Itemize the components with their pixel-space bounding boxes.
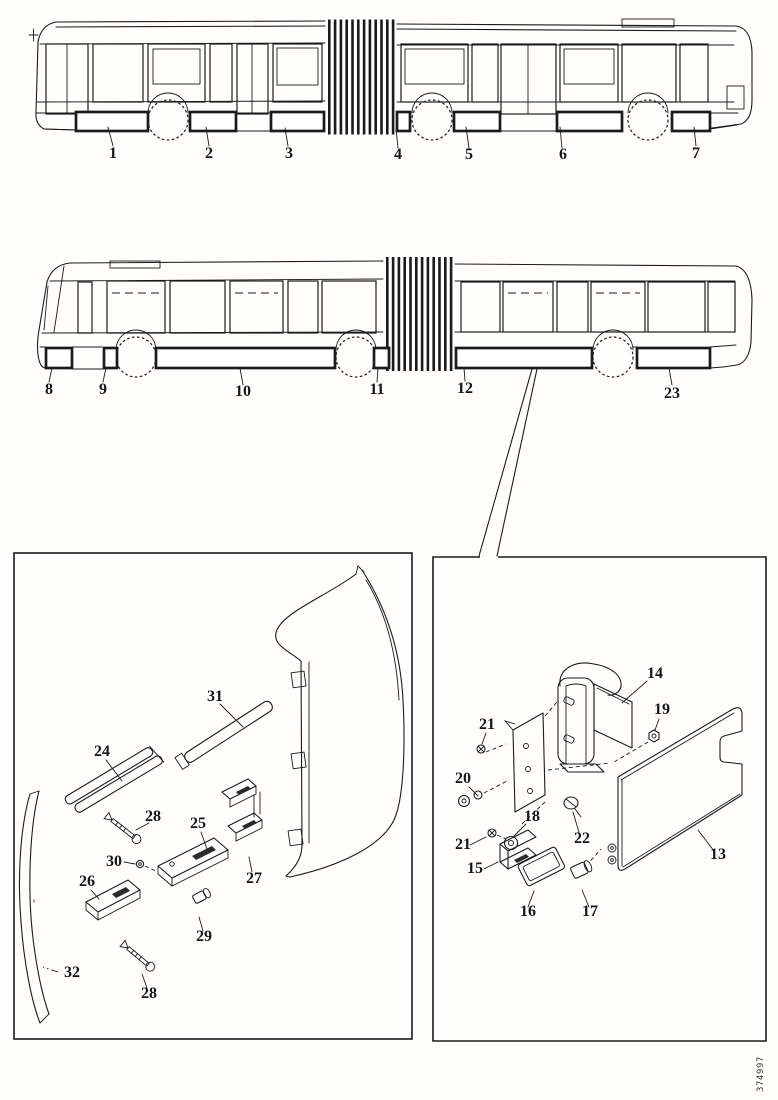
callout-25: 25 xyxy=(190,815,206,832)
skirt-panels xyxy=(46,348,710,368)
slot-hole xyxy=(563,696,575,706)
callout-21-lower: 21 xyxy=(455,836,471,853)
skirt-panel-12 xyxy=(456,348,592,368)
drawing-number: 374997 xyxy=(756,1055,766,1092)
bus-window xyxy=(648,282,705,332)
bus-window xyxy=(322,281,376,333)
bus-window xyxy=(288,281,318,333)
callout-numbers xyxy=(45,380,680,402)
slider-pane xyxy=(405,49,464,84)
callout-3: 3 xyxy=(285,145,293,162)
middle-bus-view xyxy=(38,261,753,402)
callout-6: 6 xyxy=(559,146,567,163)
corner-panel xyxy=(276,566,404,877)
callout-5: 5 xyxy=(465,146,473,163)
slider-pane xyxy=(564,49,614,84)
detail-leader-lines xyxy=(479,369,537,556)
callout-28-lower: 28 xyxy=(141,985,157,1002)
bus-window xyxy=(560,44,618,102)
skirt-panel-5 xyxy=(454,112,500,131)
wheel xyxy=(412,100,452,140)
callout-numbers xyxy=(109,145,700,163)
wheel xyxy=(628,100,668,140)
screw-21-lower xyxy=(488,829,506,839)
panel-tab xyxy=(291,752,306,769)
panel-tab xyxy=(288,829,303,846)
moulding-strip-24 xyxy=(64,744,164,816)
wheel xyxy=(148,100,188,140)
skirt-panel-1 xyxy=(76,112,148,131)
callout-27: 27 xyxy=(246,870,262,887)
bracket-27 xyxy=(222,779,262,841)
callout-19: 19 xyxy=(654,701,670,718)
callout-numbers xyxy=(64,688,262,1002)
screw-21-upper xyxy=(477,744,506,753)
callout-4: 4 xyxy=(394,146,402,163)
bus-window xyxy=(148,44,205,102)
bus-window xyxy=(503,282,553,332)
callout-23: 23 xyxy=(664,385,680,402)
plate-16 xyxy=(517,846,565,886)
bus-window xyxy=(230,281,283,333)
skirt-panel-11 xyxy=(374,348,389,368)
screw-28-upper xyxy=(104,812,143,845)
wheel xyxy=(593,337,633,377)
mounting-plate xyxy=(505,702,557,812)
callout-26: 26 xyxy=(79,873,95,890)
bus-window xyxy=(210,44,232,102)
top-bus-view xyxy=(29,19,752,163)
callout-21-upper: 21 xyxy=(479,716,495,733)
callout-numbers xyxy=(455,665,726,920)
callout-7: 7 xyxy=(692,145,700,162)
panel-clip xyxy=(608,856,616,864)
skirt-panel-9 xyxy=(104,348,117,368)
bracket-25 xyxy=(158,838,228,886)
bus-window xyxy=(461,282,500,332)
moulding-strip-31 xyxy=(175,699,274,769)
callout-28-upper: 28 xyxy=(145,808,161,825)
callout-8: 8 xyxy=(45,381,53,398)
callout-13: 13 xyxy=(710,846,726,863)
slider-pane xyxy=(277,48,318,85)
callout-20: 20 xyxy=(455,770,471,787)
callout-30: 30 xyxy=(106,853,122,870)
skirt-panel-23 xyxy=(637,348,710,368)
right-detail-box xyxy=(433,557,766,1041)
bus-window xyxy=(708,282,735,332)
skirt-panel-7 xyxy=(672,112,710,131)
skirt-panel-4 xyxy=(397,112,410,131)
skirt-panel-6 xyxy=(557,112,622,131)
callout-15: 15 xyxy=(467,860,483,877)
slider-pane xyxy=(153,49,200,84)
engine-vent xyxy=(727,86,744,109)
bus-window xyxy=(93,44,143,102)
callout-31: 31 xyxy=(207,688,223,705)
bus-window xyxy=(472,44,498,102)
panel-tab xyxy=(291,671,306,688)
panel-clip xyxy=(608,844,616,852)
rear-door xyxy=(501,44,556,114)
callout-10: 10 xyxy=(235,383,251,400)
callout-29: 29 xyxy=(196,928,212,945)
callout-18: 18 xyxy=(524,808,540,825)
bus-window xyxy=(273,44,322,102)
callout-leaders xyxy=(469,681,714,907)
callout-14: 14 xyxy=(647,665,663,682)
bus-window xyxy=(557,282,588,332)
wheel xyxy=(116,337,156,377)
callout-2: 2 xyxy=(205,145,213,162)
bus-window xyxy=(107,281,165,333)
callout-22: 22 xyxy=(574,830,590,847)
callout-32: 32 xyxy=(64,964,80,981)
edge-strip-32 xyxy=(19,791,49,1023)
bus-window xyxy=(170,281,225,333)
bus-window xyxy=(680,44,708,102)
callout-11: 11 xyxy=(369,381,385,398)
bus-window xyxy=(591,282,645,332)
clip-29 xyxy=(192,887,212,904)
bus-window xyxy=(78,282,92,333)
skirt-panel-3 xyxy=(271,112,324,131)
skirt-panel-2 xyxy=(190,112,236,131)
screw-28-lower xyxy=(120,940,157,973)
right-detail-box-border xyxy=(433,557,766,1041)
callout-1: 1 xyxy=(109,145,117,162)
callout-24: 24 xyxy=(94,743,110,760)
callout-12: 12 xyxy=(457,380,473,397)
bus-windows xyxy=(78,281,735,333)
callout-9: 9 xyxy=(99,381,107,398)
skirt-panel-8 xyxy=(46,348,72,368)
left-detail-box xyxy=(14,553,412,1039)
screw-22 xyxy=(564,797,581,817)
wheel xyxy=(336,337,376,377)
clip-17 xyxy=(568,849,607,879)
callout-leaders xyxy=(43,704,252,988)
skirt-panel-10 xyxy=(156,348,335,368)
slot-hole xyxy=(563,734,575,744)
screw-30 xyxy=(136,860,158,872)
bracket-14 xyxy=(558,663,632,772)
center-door xyxy=(237,44,268,114)
callout-16: 16 xyxy=(520,903,536,920)
callout-17: 17 xyxy=(582,903,598,920)
